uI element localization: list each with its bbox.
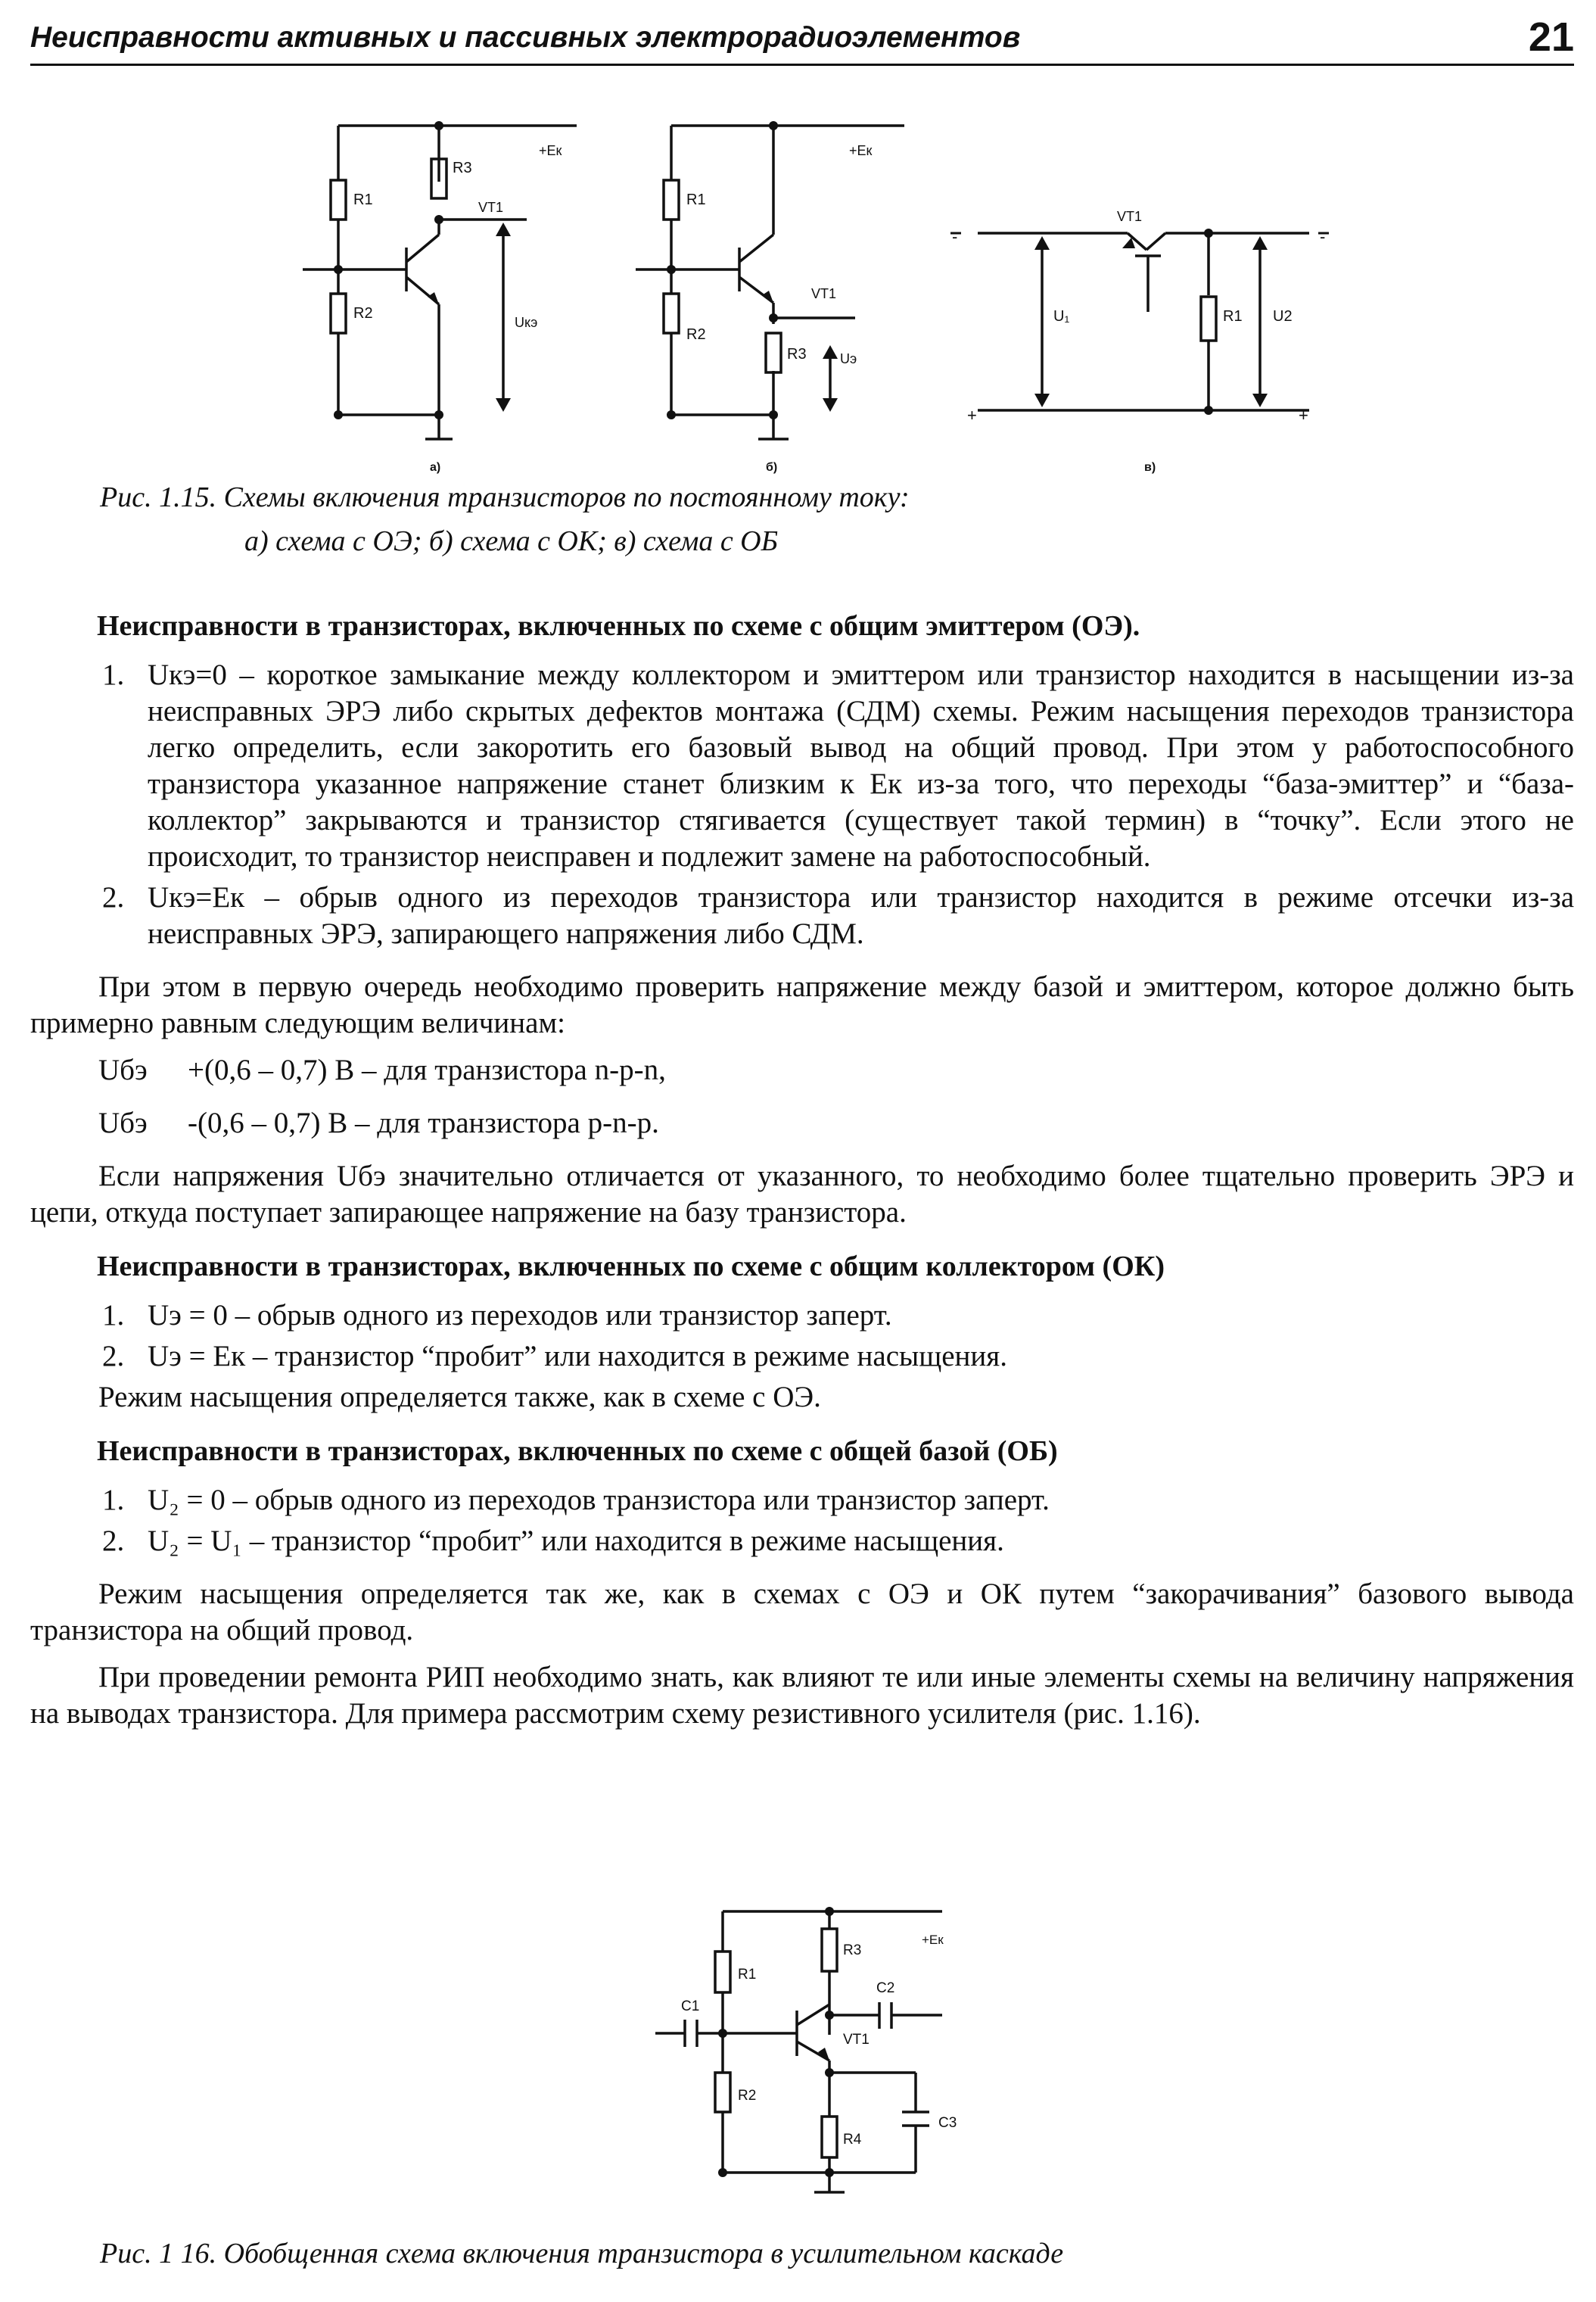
fig115c-vt-label: VT1 xyxy=(1117,209,1143,224)
page-number: 21 xyxy=(1528,14,1574,60)
fig115a-r1-label: R1 xyxy=(353,192,373,208)
fig115c-plus-left: + xyxy=(967,406,977,425)
formula-text: +(0,6 – 0,7) В – для транзистора n-p-n, xyxy=(188,1054,666,1086)
list-item xyxy=(30,1297,1574,1334)
fig115b-supply-label: +Eк xyxy=(849,143,873,158)
list-item xyxy=(30,880,1574,952)
fig115c-u1-label: U₁ xyxy=(1053,308,1070,325)
paragraph: Режим насыщения определяется также, как в схеме с ОЭ. xyxy=(98,1381,821,1413)
main-text xyxy=(30,590,1574,1743)
list-text: Uкэ=Eк – обрыв одного из переходов транзистора или транзистор находится в режиме отсечки из-за неисправных ЭРЭ, запирающего напряжения либо СДМ. xyxy=(148,881,1574,950)
formula-label: Uбэ xyxy=(98,1107,148,1139)
fig116-vt-label: VT1 xyxy=(843,2032,870,2048)
list-number: 1. xyxy=(102,1299,125,1332)
figure-1-15-caption-line1: Рис. 1.15. Схемы включения транзисторов по постоянному току: xyxy=(100,481,910,513)
list-item xyxy=(30,1338,1574,1375)
paragraph: При этом в первую очередь необходимо проверить напряжение между базой и эмиттером, которое должно быть примерно равным следующим величинам: xyxy=(30,970,1574,1039)
fig115c-minus-left: - xyxy=(952,227,958,246)
list-item xyxy=(30,657,1574,875)
heading-ok: Неисправности в транзисторах, включенных по схеме с общим коллектором (ОК) xyxy=(97,1251,1165,1282)
fig115a-r2-label: R2 xyxy=(353,305,373,322)
fig115c-plus-right: + xyxy=(1299,406,1308,425)
fig115b-vt-label: VT1 xyxy=(811,286,837,301)
list-item xyxy=(30,1482,1574,1519)
running-title: Неисправности активных и пассивных электрорадиоэлементов xyxy=(30,21,1021,54)
fig115b-r1-label: R1 xyxy=(686,192,706,208)
paragraph: При проведении ремонта РИП необходимо знать, как влияют те или иные элементы схемы на величину напряжения на выводах транзистора. Для примера рассмотрим схему резистивного усилителя (рис. 1.16). xyxy=(30,1661,1574,1730)
fig116-c2-label: C2 xyxy=(876,1980,895,1996)
formula-text: -(0,6 – 0,7) В – для транзистора p-n-p. xyxy=(188,1107,659,1139)
paragraph: Режим насыщения определяется так же, как в схемах с ОЭ и ОК путем “закорачивания” базового вывода транзистора на общий провод. xyxy=(30,1578,1574,1646)
fig116-supply-label: +Eк xyxy=(922,1933,944,1947)
formula-label: Uбэ xyxy=(98,1054,148,1086)
fig115b-r3-label: R3 xyxy=(787,346,807,363)
fig115a-panel-label: а) xyxy=(430,461,441,474)
fig115a-supply-label: +Eк xyxy=(539,143,562,158)
fig115a-r3-label: R3 xyxy=(453,160,472,176)
list-number: 2. xyxy=(102,881,125,914)
fig115a-voltage-label: Uкэ xyxy=(515,315,538,330)
fig116-c1-label: C1 xyxy=(681,1998,700,2014)
list-number: 2. xyxy=(102,1525,125,1557)
fig115b-voltage-label: Uэ xyxy=(840,351,857,366)
fig115a-vt-label: VT1 xyxy=(478,200,504,215)
list-text: Uэ = 0 – обрыв одного из переходов или транзистор заперт. xyxy=(148,1299,892,1332)
paragraph: Если напряжения Uбэ значительно отличается от указанного, то необходимо более тщательно проверить ЭРЭ и цепи, откуда поступает запирающее напряжение на базу транзистора. xyxy=(30,1160,1574,1229)
fig116-r2-label: R2 xyxy=(738,2088,757,2104)
formula-npn xyxy=(30,1052,1574,1089)
figure-1-15 xyxy=(288,106,1362,477)
fig115c-r1-label: R1 xyxy=(1223,308,1243,325)
list-text: U₂ = U₁ – транзистор “пробит” или находится в режиме насыщения. xyxy=(148,1525,1004,1557)
fig116-c3-label: C3 xyxy=(938,2115,957,2131)
list-text: Uкэ=0 – короткое замыкание между коллектором и эмиттером или транзистор находится в насыщении из-за неисправных ЭРЭ либо скрытых дефектов монтажа (СДМ) схемы. Режим насыщения переходов транзистора легко определить, если закоротить его базовый вывод на общий провод. При этом у работоспособного транзистора указанное напряжение станет близким к Eк из-за того, что переходы “база-эмиттер” и “база-коллектор” закрываются и транзистор стягивается (существует такой термин) в “точку”. Если этого не происходит, то транзистор неисправен и подлежит замене на работоспособный. xyxy=(148,659,1574,873)
heading-ob: Неисправности в транзисторах, включенных по схеме с общей базой (ОБ) xyxy=(97,1435,1058,1467)
list-item xyxy=(30,1523,1574,1559)
figure-1-16 xyxy=(636,1900,999,2218)
list-text: Uэ = Eк – транзистор “пробит” или находится в режиме насыщения. xyxy=(148,1340,1007,1372)
fig116-r3-label: R3 xyxy=(843,1942,862,1958)
figure-1-16-caption: Рис. 1 16. Обобщенная схема включения транзистора в усилительном каскаде xyxy=(100,2238,1064,2269)
fig115c-minus-right: - xyxy=(1320,227,1326,246)
fig115c-u2-label: U2 xyxy=(1273,308,1293,325)
list-number: 1. xyxy=(102,659,125,691)
fig116-r1-label: R1 xyxy=(738,1967,757,1983)
fig115b-panel-label: б) xyxy=(766,461,778,474)
list-text: U₂ = 0 – обрыв одного из переходов транзистора или транзистор заперт. xyxy=(148,1484,1050,1516)
formula-pnp xyxy=(30,1105,1574,1142)
fig115c-panel-label: в) xyxy=(1144,461,1156,474)
page-header xyxy=(30,11,1574,66)
heading-oe: Неисправности в транзисторах, включенных по схеме с общим эмиттером (ОЭ). xyxy=(97,610,1140,642)
list-number: 1. xyxy=(102,1484,125,1516)
fig115b-r2-label: R2 xyxy=(686,326,706,343)
figure-1-15-caption-line2: а) схема с ОЭ; б) схема с ОК; в) схема с ОБ xyxy=(244,525,779,557)
list-number: 2. xyxy=(102,1340,125,1372)
fig116-r4-label: R4 xyxy=(843,2132,862,2148)
